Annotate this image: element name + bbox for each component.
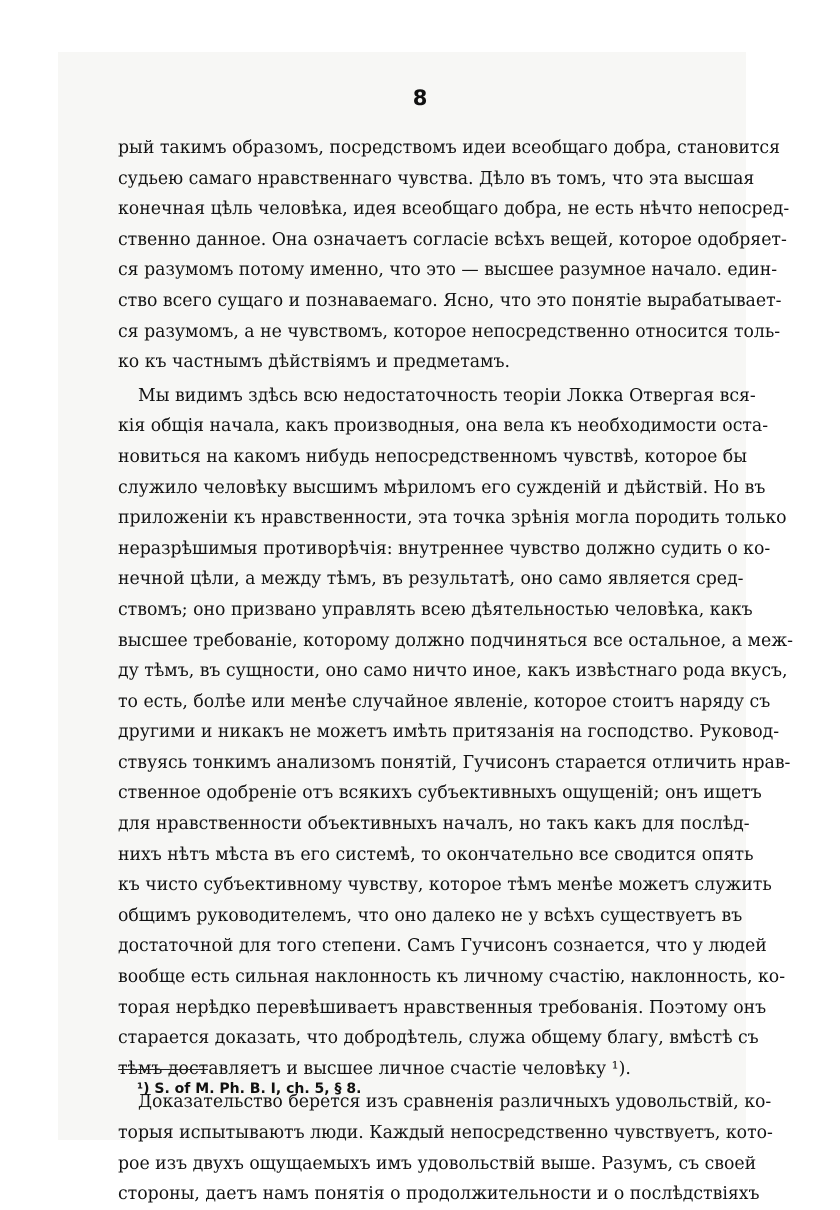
- text-line: ственное одобреніе отъ всякихъ субъективныхъ ощущеній; онъ ищетъ: [118, 783, 762, 804]
- page-number: 8: [412, 86, 428, 110]
- text-line: высшее требованіе, которому должно подчиняться все остальное, а меж-: [118, 630, 793, 651]
- text-line: неразрѣшимыя противорѣчія: внутреннее чувство должно судить о ко-: [118, 538, 771, 559]
- text-line: новиться на какомъ нибудь непосредственномъ чувствѣ, которое бы: [118, 446, 747, 467]
- text-line: ко къ частнымъ дѣйствіямъ и предметамъ.: [118, 352, 510, 373]
- text-line: служило человѣку высшимъ мѣриломъ его сужденій и дѣйствій. Но въ: [118, 477, 766, 498]
- text-line: приложеніи къ нравственности, эта точка зрѣнія могла породить только: [118, 508, 787, 529]
- text-line: ство всего сущаго и познаваемаго. Ясно, что это понятіе вырабатывает-: [118, 290, 782, 311]
- text-line: то есть, болѣе или менѣе случайное явленіе, которое стоитъ наряду съ: [118, 691, 771, 712]
- footnote: ¹) S. of M. Ph. B. I, ch. 5, § 8.: [137, 1081, 362, 1097]
- text-line: къ чисто субъективному чувству, которое тѣмъ менѣе можетъ служить: [118, 875, 772, 896]
- text-line: старается доказать, что добродѣтель, служа общему благу, вмѣстѣ съ: [118, 1028, 759, 1049]
- text-line: Мы видимъ здѣсь всю недостаточность теоріи Локка Отвергая вся-: [138, 385, 756, 406]
- text-line: рый такимъ образомъ, посредствомъ идеи всеобщаго добра, становится: [118, 138, 781, 158]
- text-line: ствомъ; оно призвано управлять всею дѣятельностью человѣка, какъ: [118, 599, 753, 620]
- text-line: нихъ нѣтъ мѣста въ его системѣ, то окончательно все сводится опять: [118, 844, 754, 865]
- text-line: ственно данное. Она означаетъ согласіе всѣхъ вещей, которое одобряет-: [118, 229, 787, 250]
- text-line: общимъ руководителемъ, что оно далеко не у всѣхъ существуетъ въ: [118, 905, 743, 926]
- text-line: ся разумомъ, а не чувствомъ, которое непосредственно относится толь-: [118, 321, 781, 342]
- text-line: ся разумомъ потому именно, что это — высшее разумное начало. един-: [118, 260, 778, 281]
- text-line: нечной цѣли, а между тѣмъ, въ результатѣ, оно само является сред-: [118, 569, 744, 590]
- text-line: торыя испытываютъ люди. Каждый непосредственно чувствуетъ, кото-: [118, 1123, 773, 1143]
- text-line: судьею самаго нравственнаго чувства. Дѣло въ томъ, что эта высшая: [118, 168, 755, 189]
- text-line: торая нерѣдко перевѣшиваетъ нравственныя требованія. Поэтому онъ: [118, 997, 767, 1018]
- footnote-divider: [118, 1069, 208, 1070]
- text-line: рое изъ двухъ ощущаемыхъ имъ удовольствій выше. Разумъ, съ своей: [118, 1153, 757, 1174]
- text-line: другими и никакъ не можетъ имѣть притязанія на господство. Руковод-: [118, 722, 780, 743]
- text-line: ду тѣмъ, въ сущности, оно само ничто иное, какъ извѣстнаго рода вкусъ,: [118, 661, 788, 682]
- body-text: [118, 133, 793, 1210]
- text-line: для нравственности объективныхъ началъ, но такъ какъ для послѣд-: [118, 814, 750, 835]
- text-line: конечная цѣль человѣка, идея всеобщаго добра, не есть нѣчто непосред-: [118, 199, 790, 220]
- text-line: тѣмъ доставляетъ и высшее личное счастіе человѣку ¹).: [118, 1058, 631, 1079]
- text-line: ствуясь тонкимъ анализомъ понятій, Гучисонъ старается отличить нрав-: [118, 752, 791, 773]
- text-line: достаточной для того степени. Самъ Гучисонъ сознается, что у людей: [118, 936, 767, 957]
- text-line: вообще есть сильная наклонность къ личному счастію, наклонность, ко-: [118, 967, 786, 988]
- text-line: Доказательство берется изъ сравненія различныхъ удовольствій, ко-: [138, 1092, 772, 1113]
- text-line: кія общія начала, какъ производныя, она вела къ необходимости оста-: [118, 416, 769, 437]
- text-line: стороны, даетъ намъ понятія о продолжительности и о послѣдствіяхъ: [118, 1184, 760, 1205]
